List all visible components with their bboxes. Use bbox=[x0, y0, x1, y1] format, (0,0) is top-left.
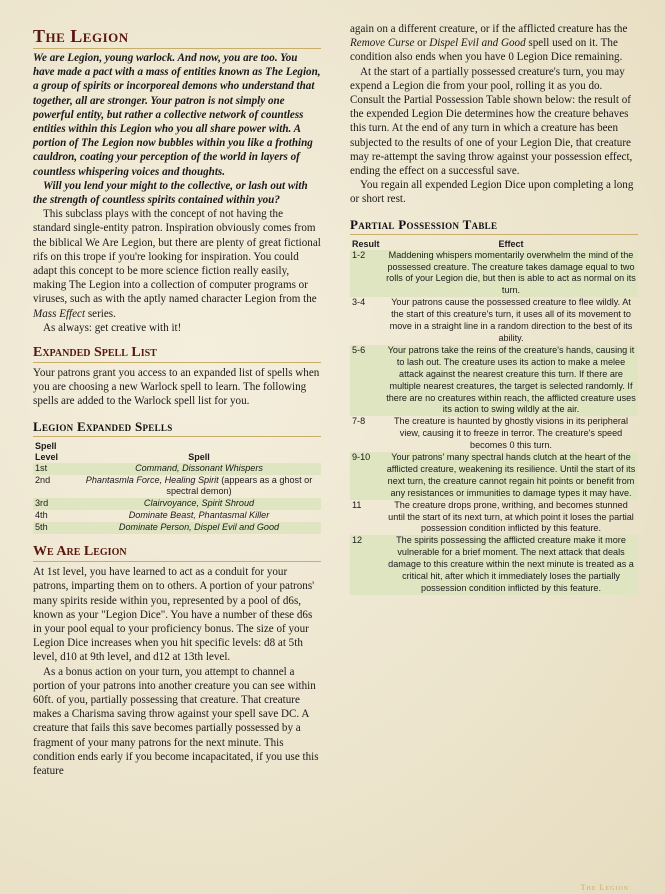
intro-paragraph-2: As always: get creative with it! bbox=[43, 321, 182, 334]
possession-paragraph: At the start of a partially possessed creature's turn, you may expend a Legion die from your pool, rolling it as you do. Consult the Partial Possession Table shown below: the result of the expended Legion Die determines how the creature behaves this turn. At the end of any turn in which a creature has been subjected to the results of one of your Legion Die, that creature may re-attempt the saving throw against your possession effect, ending the effect on a successful save. bbox=[350, 65, 633, 178]
we-are-legion-paragraph-1: At 1st level, you have learned to act as a conduit for your patrons, imparting them on to others. A portion of your patrons' many spirits reside within you, represented by a pool of d6s, known as your "Legion Dice". You have a number of these d6s in your pool equal to your proficiency bonus. The size of your Legion Dice increases when you hit specific levels: d8 at 5th level, d10 at 9th level, and d12 at 13th level. bbox=[33, 566, 315, 664]
page-footer: The Legion bbox=[580, 883, 629, 892]
table-row: 11 The creature drops prone, writhing, and becomes stunned until the start of its next turn, at which point it loses the partial possession condition inflicted by this feature. bbox=[352, 499, 634, 534]
we-are-legion-heading: We Are Legion bbox=[33, 544, 321, 562]
possession-table bbox=[350, 239, 638, 595]
page-title: The Legion bbox=[33, 26, 321, 49]
table-row: 1-2 Maddening whispers momentarily overwhelm the mind of the possessed creature. The creature takes damage equal to two rolls of your Legion die, but then is able to act as normal on its turn. bbox=[350, 250, 638, 298]
right-column bbox=[350, 22, 638, 595]
spells-table-heading: Legion Expanded Spells bbox=[33, 419, 321, 437]
table-row: 9-10 Your patrons' many spectral hands clutch at the heart of the afflicted creature, weakening its resilience. Until the start of its next turn, the creature cannot regain hit points or benefit from any resistances or immunities to damage types it may have. bbox=[350, 452, 638, 500]
intro-paragraph: This subclass plays with the concept of not having the standard single-entity patron. Inspiration obviously comes from the biblical We Are Legion, but there are plenty of great fictional rifs on this trope if you're looking for inspiration. You could adapt this concept to be more science fiction really easily, making The Legion into a collection of computer programs or viruses, such as with the aptly named character Legion from the Mass Effect series. bbox=[33, 208, 321, 320]
table-row: 1st Command, Dissonant Whispers bbox=[33, 463, 321, 475]
continued-paragraph: again on a different creature, or if the afflicted creature has the Remove Curse or Dispel Evil and Good spell used on it. The condition also ends when you have 0 Legion Dice remaining. bbox=[350, 23, 628, 64]
possession-table-heading: Partial Possession Table bbox=[350, 217, 638, 235]
table-row: 2nd Phantasmla Force, Healing Spirit (appears as a ghost or spectral demon) bbox=[35, 474, 313, 497]
table-row: 3-4 Your patrons cause the possessed creature to flee wildly. At the start of this creature's turn, it uses all of its movement to move in a straight line in a random direction to the best of its ability. bbox=[352, 297, 633, 343]
table-row: 5th Dominate Person, Dispel Evil and Good bbox=[33, 522, 321, 534]
spell-header: Spell bbox=[188, 451, 210, 462]
spells-table bbox=[33, 441, 321, 534]
expanded-spell-list-text: Your patrons grant you access to an expanded list of spells when you are choosing a new Warlock spell to learn. The following spells are added to the Warlock spell list for you. bbox=[33, 367, 320, 408]
effect-header: Effect bbox=[498, 238, 524, 249]
flavor-text-2: Will you lend your might to the collective, or lash out with the strength of countless spirits contained within you? bbox=[33, 179, 308, 207]
table-row: 3rd Clairvoyance, Spirit Shroud bbox=[33, 498, 321, 510]
spell-level-header: Spell Level bbox=[35, 440, 59, 462]
table-row: 7-8 The creature is haunted by ghostly visions in its peripheral view, causing it to freeze in terror. The creature's speed becomes 0 this turn. bbox=[352, 416, 629, 451]
rest-paragraph: You regain all expended Legion Dice upon completing a long or short rest. bbox=[350, 179, 634, 206]
left-column bbox=[33, 22, 321, 778]
table-row: 4th Dominate Beast, Phantasmal Killer bbox=[35, 510, 270, 521]
result-header: Result bbox=[352, 238, 380, 249]
flavor-text-1: We are Legion, young warlock. And now, you are too. You have made a pact with a mass of entities known as The Legion, a group of spirits or incorporeal demons who understand that together, all are stronger. Your patron is not simply one powerful entity, but rather a collective network of countless entities within this Legion who you all share power with. A portion of The Legion now bubbles within you like a frothing cauldron, coating your perception of the world in layers of countless whispering voices and thoughts. bbox=[33, 52, 321, 178]
we-are-legion-paragraph-2: As a bonus action on your turn, you attempt to channel a portion of your patrons into another creature you can see within 60ft. of you, partially possessing that creature. That creature makes a Charisma saving throw against your spell save DC. A creature that fails this save becomes partially possessed by a fragment of your many patrons for the next minute. This condition ends early if you become incapacitated, if you use this feature bbox=[33, 665, 319, 777]
expanded-spell-list-heading: Expanded Spell List bbox=[33, 345, 321, 363]
table-row: 5-6 Your patrons take the reins of the creature's hands, causing it to lash out. The creature uses its action to make a melee attack against the nearest creature this turn. If there are multiple nearest creatures, the target is selected randomly. If there are no creatures within reach, the afflicted creature uses its action to swing wildly at the air. bbox=[350, 345, 638, 416]
table-row: 12 The spirits possessing the afflicted creature make it more vulnerable for a brief moment. The next attack that deals damage to this creature within the next minute is treated as a critical hit, after which it immediately loses the partially possession condition inflicted by this feature. bbox=[350, 535, 638, 595]
